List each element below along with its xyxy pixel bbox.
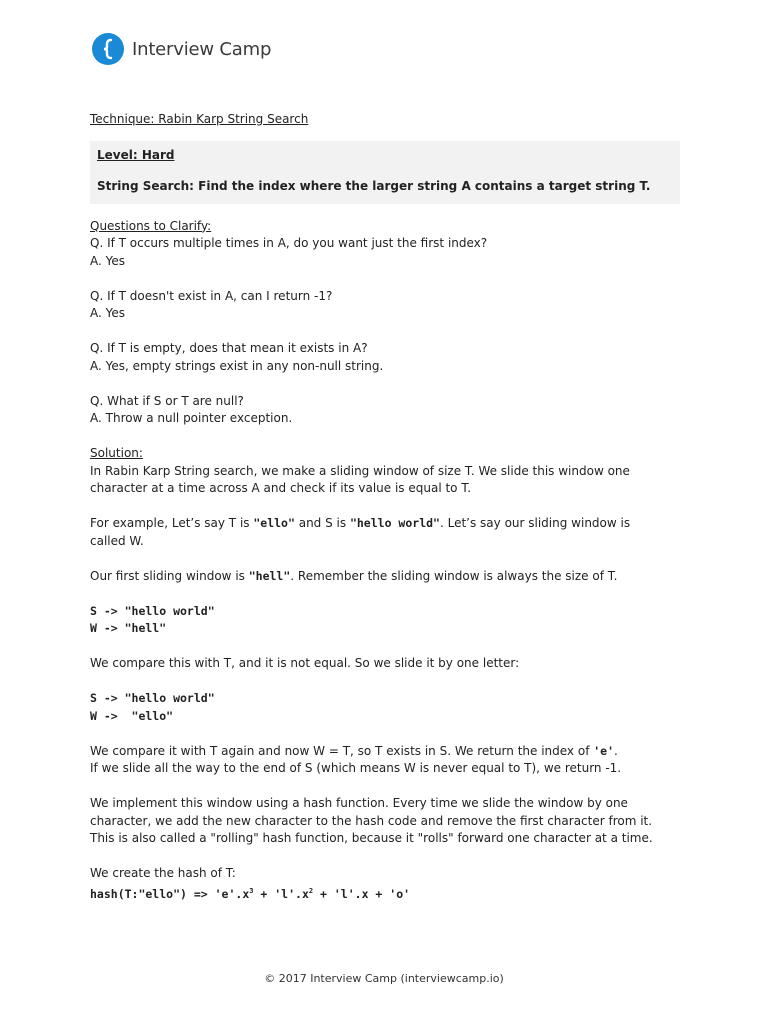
text-run: Our first sliding window is: [90, 568, 249, 583]
exponent: 2: [308, 886, 314, 895]
solution-paragraph: In Rabin Karp String search, we make a sliding window of size T. We slide this window one: [90, 463, 630, 478]
footer: © 2017 Interview Camp (interviewcamp.io): [264, 972, 504, 985]
level-label: Level: Hard: [97, 147, 175, 162]
hash-intro: We create the hash of T:: [90, 866, 236, 880]
inline-code: 'e': [593, 743, 615, 758]
header: [92, 32, 271, 66]
formula-part: +: [368, 886, 390, 901]
clarify-question: Q. What if S or T are null?: [90, 393, 244, 408]
hash-paragraph: character, we add the new character to the hash code and remove the first character from it.: [90, 813, 653, 828]
hash-formula: [90, 883, 680, 903]
result-paragraph: [90, 743, 680, 761]
brace-logo-icon: [92, 33, 124, 65]
technique-title: Technique: Rabin Karp String Search: [90, 112, 309, 126]
problem-statement: String Search: Find the index where the larger string A contains a target string T.: [97, 178, 651, 193]
code-line: S -> "hello world": [90, 603, 215, 618]
code-line: S -> "hello world": [90, 691, 215, 705]
problem-box: [90, 141, 680, 204]
formula-part: 'e'.x: [214, 886, 250, 901]
brand-name: Interview Camp: [132, 38, 272, 60]
formula-part: 'l'.x: [274, 886, 309, 901]
clarify-answer: A. Yes: [90, 253, 125, 268]
formula-part: +: [313, 886, 334, 901]
text-run: We compare it with T again and now W = T, so T exists in S. We return the index of: [90, 743, 594, 758]
formula-part: hash(T:"ello") =>: [90, 886, 215, 901]
example-paragraph: called W.: [90, 533, 144, 548]
compare-paragraph: We compare this with T, and it is not equal. So we slide it by one letter:: [90, 656, 520, 670]
hash-paragraph: This is also called a "rolling" hash function, because it "rolls" forward one character at a time.: [90, 831, 653, 845]
inline-code: "hell": [248, 568, 291, 583]
formula-part: 'o': [389, 886, 411, 901]
inline-code: "hello world": [349, 516, 440, 530]
clarify-answer: A. Yes, empty strings exist in any non-null string.: [90, 358, 384, 373]
clarify-answer: A. Yes: [90, 306, 125, 320]
example-paragraph: [90, 515, 680, 533]
text-run: .: [614, 743, 618, 758]
formula-part: 'l'.x: [333, 886, 369, 901]
solution-paragraph: character at a time across A and check if its value is equal to T.: [90, 481, 472, 495]
text-run: For example, Let’s say T is: [90, 516, 254, 530]
inline-code: "ello": [253, 516, 295, 530]
text-run: . Remember the sliding window is always the size of T.: [290, 568, 618, 583]
clarify-heading: Questions to Clarify:: [90, 218, 212, 233]
result-paragraph: If we slide all the way to the end of S (which means W is never equal to T), we return -1.: [90, 761, 622, 775]
clarify-question: Q. If T doesn't exist in A, can I return -1?: [90, 288, 333, 303]
hash-paragraph: We implement this window using a hash function. Every time we slide the window by one: [90, 796, 628, 810]
code-line: W -> "ello": [90, 708, 174, 723]
text-run: . Let’s say our sliding window is: [439, 516, 631, 530]
formula-part: +: [253, 886, 275, 901]
exponent: 3: [249, 886, 254, 895]
text-run: and S is: [294, 516, 350, 530]
code-line: W -> "hell": [90, 621, 167, 635]
clarify-question: Q. If T occurs multiple times in A, do you want just the first index?: [90, 236, 488, 250]
clarify-question: Q. If T is empty, does that mean it exists in A?: [90, 341, 368, 355]
clarify-answer: A. Throw a null pointer exception.: [90, 411, 293, 425]
window-paragraph: [90, 568, 680, 586]
solution-heading: Solution:: [90, 446, 143, 460]
main-content: [90, 111, 680, 903]
